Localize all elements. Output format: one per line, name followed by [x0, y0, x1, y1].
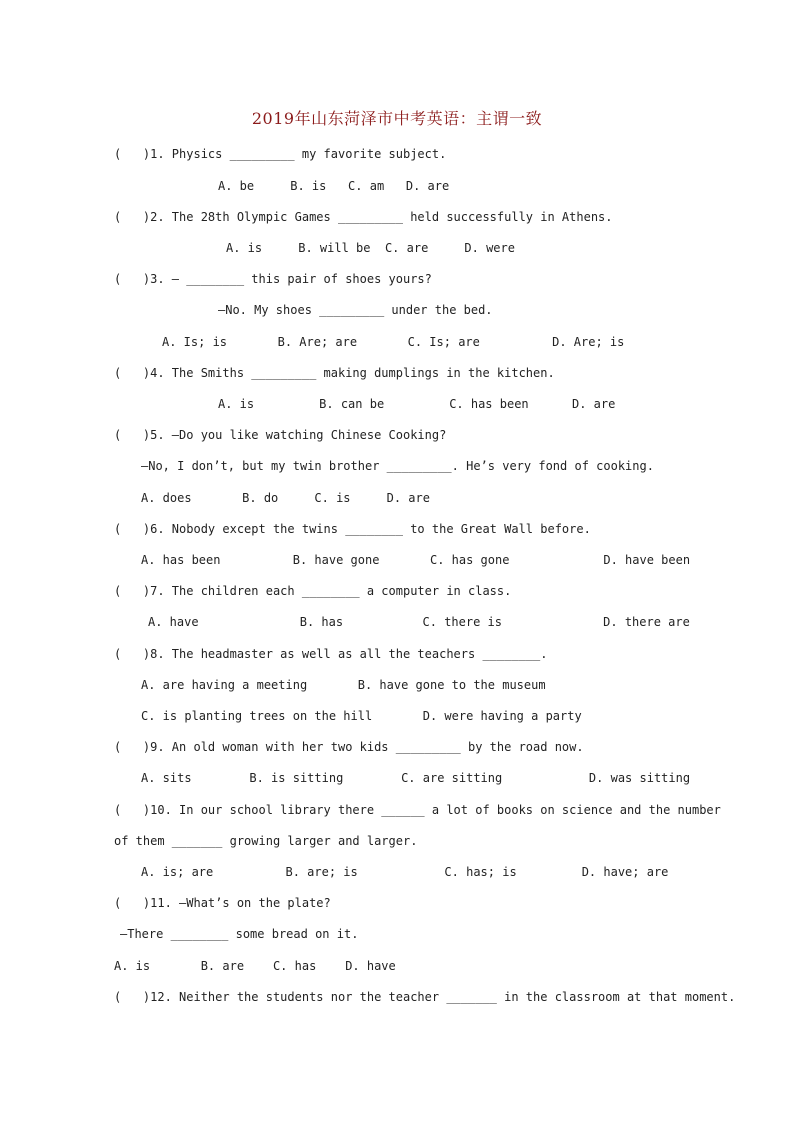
- question-1-options: A. be B. is C. am D. are: [218, 179, 450, 193]
- question-6: ( )6. Nobody except the twins ________ to the Great Wall before.: [114, 522, 591, 536]
- question-11-options: A. is B. are C. has D. have: [114, 959, 396, 973]
- page-title: 2019年山东菏泽市中考英语：主谓一致: [251, 109, 543, 128]
- question-8: ( )8. The headmaster as well as all the teachers ________.: [114, 647, 548, 661]
- question-11-reply: —There ________ some bread on it.: [120, 927, 359, 941]
- question-11: ( )11. —What’s on the plate?: [114, 896, 331, 910]
- question-5-reply: —No, I don’t, but my twin brother _________. He’s very fond of cooking.: [141, 459, 654, 473]
- question-4: ( )4. The Smiths _________ making dumplings in the kitchen.: [114, 366, 555, 380]
- question-6-options: A. has been B. have gone C. has gone D. have been: [141, 553, 691, 567]
- question-3-options: A. Is; is B. Are; are C. Is; are D. Are; is: [162, 335, 625, 349]
- question-5: ( )5. —Do you like watching Chinese Cooking?: [114, 428, 447, 442]
- question-2: ( )2. The 28th Olympic Games _________ held successfully in Athens.: [114, 210, 613, 224]
- question-8-options-ab: A. are having a meeting B. have gone to the museum: [141, 678, 546, 692]
- question-7-options: A. have B. has C. there is D. there are: [148, 615, 690, 629]
- question-5-options: A. does B. do C. is D. are: [141, 491, 430, 505]
- question-8-options-cd: C. is planting trees on the hill D. were having a party: [141, 709, 582, 723]
- question-1: ( )1. Physics _________ my favorite subject.: [114, 147, 447, 161]
- question-10-options: A. is; are B. are; is C. has; is D. have; are: [141, 865, 669, 879]
- question-9: ( )9. An old woman with her two kids _________ by the road now.: [114, 740, 584, 754]
- question-7: ( )7. The children each ________ a computer in class.: [114, 584, 512, 598]
- question-10-continued: of them _______ growing larger and larger.: [114, 834, 418, 848]
- question-10: ( )10. In our school library there ______ a lot of books on science and the number: [114, 803, 721, 817]
- question-4-options: A. is B. can be C. has been D. are: [218, 397, 616, 411]
- question-2-options: A. is B. will be C. are D. were: [226, 241, 515, 255]
- question-3-reply: —No. My shoes _________ under the bed.: [218, 303, 493, 317]
- question-12: ( )12. Neither the students nor the teacher _______ in the classroom at that moment.: [114, 990, 736, 1004]
- question-9-options: A. sits B. is sitting C. are sitting D. was sitting: [141, 771, 691, 785]
- question-3: ( )3. — ________ this pair of shoes yours?: [114, 272, 432, 286]
